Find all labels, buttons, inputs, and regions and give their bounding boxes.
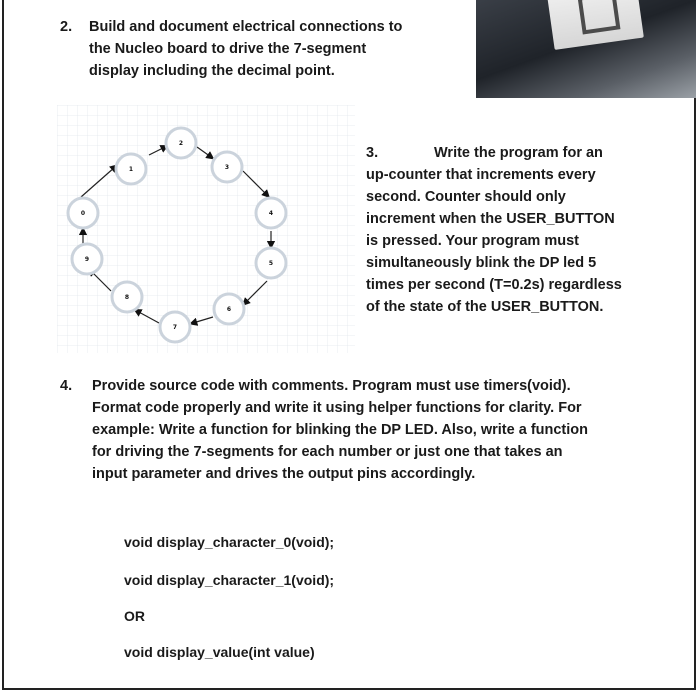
item-4-line: input parameter and drives the output pins accordingly. xyxy=(92,466,476,482)
state-node-0 xyxy=(68,198,98,228)
state-label-7: 7 xyxy=(172,324,178,331)
item-3-line-text: Write the program for an xyxy=(434,145,603,161)
item-3-line: up-counter that increments every xyxy=(366,167,596,183)
state-node-4 xyxy=(256,198,286,228)
item-3-line: second. Counter should only xyxy=(366,189,566,205)
state-label-2: 2 xyxy=(178,140,184,147)
item-4-number: 4. xyxy=(60,378,73,394)
item-4-line: Format code properly and write it using helper functions for clarity. For xyxy=(92,400,582,416)
code-or: OR xyxy=(124,608,145,624)
state-node-1 xyxy=(116,154,146,184)
item-2-text xyxy=(89,16,469,82)
state-label-1: 1 xyxy=(128,166,134,173)
item-3-line: of the state of the USER_BUTTON. xyxy=(366,299,604,315)
item-4-line: Provide source code with comments. Program must use timers(void). xyxy=(92,378,571,394)
state-label-4: 4 xyxy=(268,210,274,217)
state-label-5: 5 xyxy=(268,260,274,267)
state-node-6 xyxy=(214,294,244,324)
item-3-line: times per second (T=0.2s) regardless xyxy=(366,277,622,293)
item-2-line: Build and document electrical connections to xyxy=(89,19,403,35)
state-label-0: 0 xyxy=(80,210,86,217)
seven-segment-shape xyxy=(578,0,621,34)
nucleo-board-photo xyxy=(476,0,696,98)
item-2-line: the Nucleo board to drive the 7-segment xyxy=(89,41,367,57)
state-node-3 xyxy=(212,152,242,182)
item-2-number: 2. xyxy=(60,19,73,35)
state-label-3: 3 xyxy=(224,164,230,171)
item-3-text xyxy=(366,142,666,318)
item-3-line: is pressed. Your program must xyxy=(366,233,579,249)
state-node-5 xyxy=(256,248,286,278)
item-2-line: display including the decimal point. xyxy=(89,63,335,79)
item-3-line: simultaneously blink the DP led 5 xyxy=(366,255,597,271)
code-line-3: void display_value(int value) xyxy=(124,644,315,660)
state-diagram xyxy=(57,105,355,353)
state-node-7 xyxy=(160,312,190,342)
state-node-9 xyxy=(72,244,102,274)
item-4-text xyxy=(92,375,672,485)
item-4-line: example: Write a function for blinking the DP LED. Also, write a function xyxy=(92,422,589,438)
item-4-line: for driving the 7-segments for each number or just one that takes an xyxy=(92,444,563,460)
item-3-line xyxy=(366,142,666,164)
state-node-2 xyxy=(166,128,196,158)
item-3-number: 3. xyxy=(366,145,379,161)
state-label-6: 6 xyxy=(226,306,232,313)
code-line-1: void display_character_0(void); xyxy=(124,534,335,550)
state-label-9: 9 xyxy=(84,256,90,263)
item-3-line: increment when the USER_BUTTON xyxy=(366,211,615,227)
grid-background xyxy=(57,105,355,353)
state-node-8 xyxy=(112,282,142,312)
code-line-2: void display_character_1(void); xyxy=(124,572,335,588)
state-label-8: 8 xyxy=(124,294,130,301)
